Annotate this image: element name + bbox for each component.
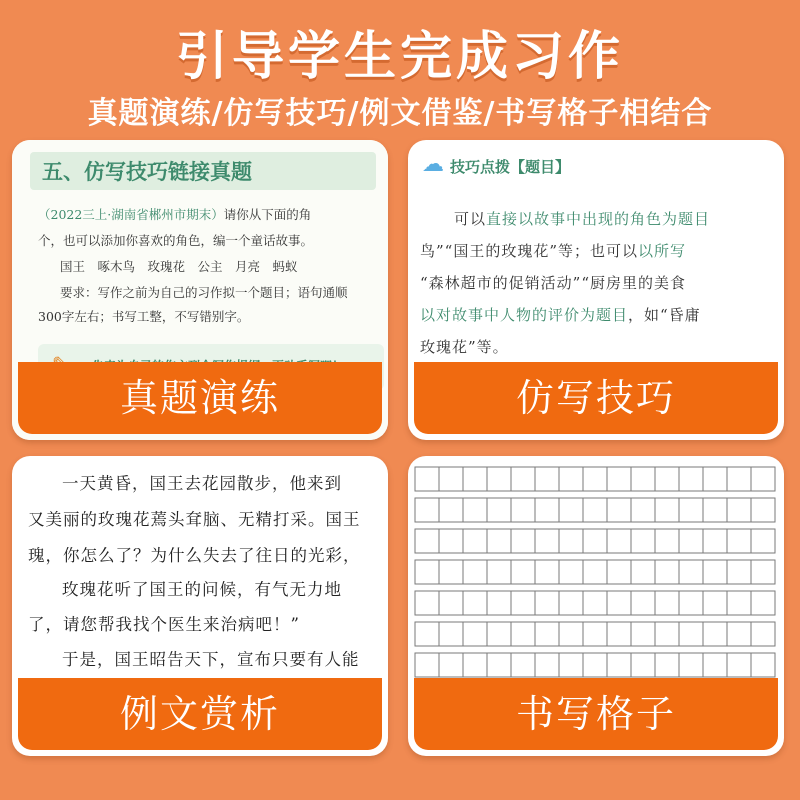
grid-cell <box>631 467 655 491</box>
grid-cell <box>679 622 703 646</box>
text-line: 300字左右；书写工整，不写错别字。 <box>38 309 250 324</box>
grid-cell <box>583 560 607 584</box>
grid-cell <box>727 467 751 491</box>
grid-cell <box>583 529 607 553</box>
grid-cell <box>439 560 463 584</box>
grid-cell <box>463 498 487 522</box>
grid-cell <box>703 622 727 646</box>
grid-cell <box>439 591 463 615</box>
text-line: 个，也可以添加你喜欢的角色，编一个童话故事。 <box>38 233 314 248</box>
grid-cell <box>559 498 583 522</box>
grid-cell <box>727 498 751 522</box>
grid-cell <box>607 591 631 615</box>
grid-cell <box>703 467 727 491</box>
grid-cell <box>511 622 535 646</box>
section-header <box>30 152 376 190</box>
grid-cell <box>415 560 439 584</box>
panel-label: 书写格子 <box>414 678 778 750</box>
grid-cell <box>535 591 559 615</box>
grid-cell <box>559 622 583 646</box>
grid-cell <box>415 498 439 522</box>
grid-cell <box>535 560 559 584</box>
grid-cell <box>511 591 535 615</box>
grid-cell <box>583 653 607 677</box>
grid-cell <box>703 591 727 615</box>
text-line: “森林超市的促销活动”“厨房里的美食 <box>420 274 687 292</box>
text-line: 可以直接以故事中出现的角色为题目 <box>454 210 711 228</box>
grid-cell <box>415 653 439 677</box>
page-subtitle: 真题演练/仿写技巧/例文借鉴/书写格子相结合 <box>87 96 713 131</box>
grid-cell <box>631 498 655 522</box>
grid-cell <box>559 467 583 491</box>
grid-cell <box>751 529 775 553</box>
grid-cell <box>415 467 439 491</box>
grid-cell <box>607 467 631 491</box>
grid-cell <box>439 653 463 677</box>
section-title: 五、仿写技巧链接真题 <box>42 159 252 184</box>
panel-sample-essay <box>12 456 388 756</box>
grid-cell <box>631 653 655 677</box>
grid-cell <box>559 653 583 677</box>
grid-cell <box>487 498 511 522</box>
grid-cell <box>703 560 727 584</box>
grid-cell <box>631 591 655 615</box>
grid-cell <box>439 498 463 522</box>
grid-cell <box>415 529 439 553</box>
grid-cell <box>463 591 487 615</box>
grid-cell <box>607 622 631 646</box>
grid-cell <box>751 498 775 522</box>
grid-cell <box>583 498 607 522</box>
grid-cell <box>679 467 703 491</box>
essay-line: 玫瑰花听了国王的问候，有气无力地 <box>62 580 342 599</box>
grid-cell <box>751 467 775 491</box>
grid-cell <box>607 498 631 522</box>
grid-cell <box>463 529 487 553</box>
essay-line: 瑰，你怎么了？为什么失去了往日的光彩， <box>28 546 361 565</box>
grid-cell <box>679 498 703 522</box>
grid-cell <box>655 498 679 522</box>
panel-label: 真题演练 <box>18 362 382 434</box>
grid-cell <box>511 560 535 584</box>
grid-cell <box>655 653 679 677</box>
text-line: 国王 啄木鸟 玫瑰花 公主 月亮 蚂蚁 <box>60 259 298 274</box>
grid-cell <box>535 653 559 677</box>
text-line: 以对故事中人物的评价为题目，如“昏庸 <box>420 306 701 324</box>
panel-writing-tips <box>408 140 784 440</box>
grid-cell <box>415 591 439 615</box>
writing-grid <box>414 466 778 696</box>
panel-writing-grid <box>408 456 784 756</box>
grid-cell <box>751 591 775 615</box>
essay-line: 了，请您帮我找个医生来治病吧！” <box>28 615 300 634</box>
grid-cell <box>655 467 679 491</box>
grid-cell <box>487 529 511 553</box>
grid-cell <box>703 653 727 677</box>
text-line: 鸟”“国王的玫瑰花”等；也可以以所写 <box>420 242 687 260</box>
grid-cell <box>511 467 535 491</box>
grid-cell <box>703 498 727 522</box>
grid-cell <box>535 467 559 491</box>
grid-cell <box>727 560 751 584</box>
grid-cell <box>583 467 607 491</box>
grid-cell <box>631 560 655 584</box>
grid-cell <box>487 653 511 677</box>
grid-cell <box>559 560 583 584</box>
question-cloud-icon: ☁ <box>422 152 444 177</box>
grid-cell <box>655 622 679 646</box>
grid-cell <box>415 622 439 646</box>
grid-cell <box>439 622 463 646</box>
grid-cell <box>607 653 631 677</box>
grid-cell <box>535 529 559 553</box>
grid-cell <box>511 529 535 553</box>
grid-cell <box>727 653 751 677</box>
text-line: 玫瑰花”等。 <box>420 338 509 356</box>
text-line: 要求：写作之前为自己的习作拟一个题目；语句通顺 <box>60 285 348 300</box>
grid-cell <box>679 529 703 553</box>
grid-cell <box>655 591 679 615</box>
grid-cell <box>511 653 535 677</box>
grid-cell <box>751 653 775 677</box>
panel-exam-practice <box>12 140 388 440</box>
grid-cell <box>583 622 607 646</box>
essay-line: 一天黄昏，国王去花园散步，他来到 <box>62 474 342 493</box>
grid-cell <box>727 622 751 646</box>
grid-cell <box>703 529 727 553</box>
grid-cell <box>727 591 751 615</box>
grid-cell <box>727 529 751 553</box>
essay-line: 又美丽的玫瑰花蔫头耷脑、无精打采。国王 <box>28 510 361 529</box>
grid-cell <box>751 560 775 584</box>
grid-cell <box>607 560 631 584</box>
grid-cell <box>559 591 583 615</box>
grid-cell <box>655 529 679 553</box>
grid-cell <box>463 653 487 677</box>
grid-cell <box>559 529 583 553</box>
panel-label: 例文赏析 <box>18 678 382 750</box>
grid-cell <box>631 622 655 646</box>
grid-cell <box>583 591 607 615</box>
grid-cell <box>655 560 679 584</box>
grid-cell <box>511 498 535 522</box>
grid-cell <box>487 622 511 646</box>
grid-cell <box>487 560 511 584</box>
grid-cell <box>439 467 463 491</box>
grid-cell <box>679 653 703 677</box>
text-line: （2022三上·湖南省郴州市期末）请你从下面的角 <box>38 207 312 222</box>
page-title: 引导学生完成习作 <box>175 27 624 87</box>
grid-cell <box>463 560 487 584</box>
grid-cell <box>679 560 703 584</box>
panel-label: 仿写技巧 <box>414 362 778 434</box>
grid-cell <box>487 591 511 615</box>
grid-cell <box>751 622 775 646</box>
grid-cell <box>487 467 511 491</box>
grid-cell <box>463 467 487 491</box>
grid-cell <box>607 529 631 553</box>
grid-cell <box>463 622 487 646</box>
essay-line: 于是，国王昭告天下，宣布只要有人能 <box>62 650 360 669</box>
grid-cell <box>535 498 559 522</box>
grid-cell <box>679 591 703 615</box>
grid-cell <box>631 529 655 553</box>
tips-heading: 技巧点拨【题目】 <box>450 158 571 176</box>
grid-cell <box>535 622 559 646</box>
grid-cell <box>439 529 463 553</box>
